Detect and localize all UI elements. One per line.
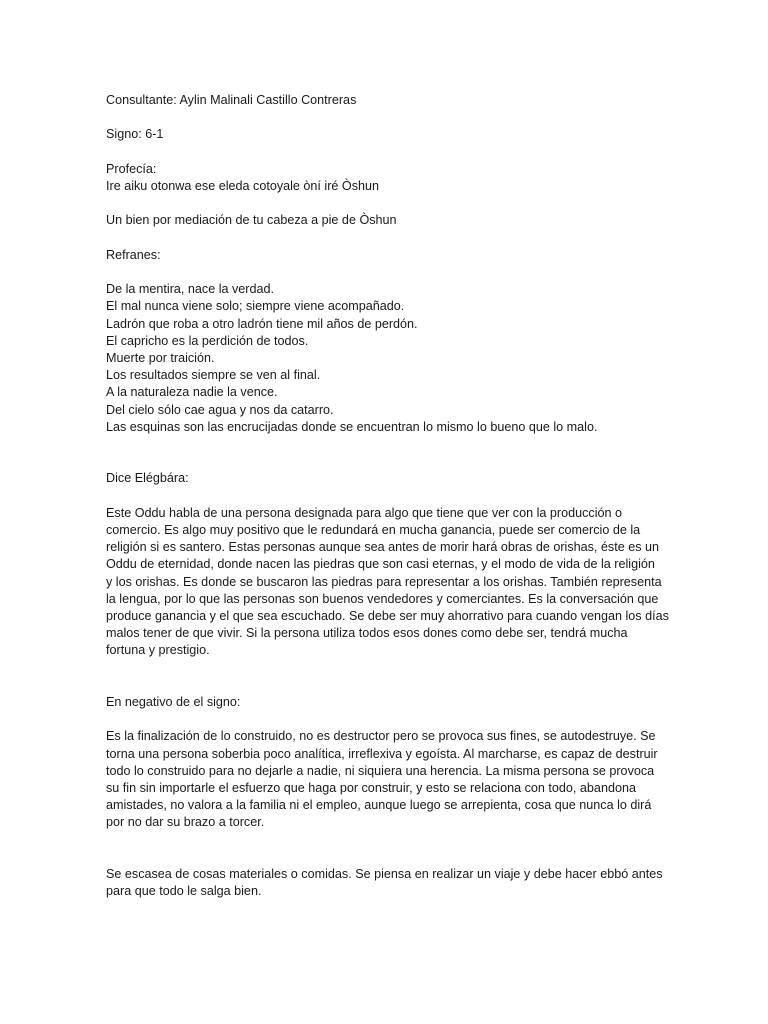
escasea-paragraph: [106, 866, 666, 900]
negativo-label: En negativo de el signo:: [106, 694, 241, 709]
profecia-section: [106, 161, 666, 195]
negativo-line: Es la finalización de lo construido, no es destructor pero se provoca sus fines, se autodestruye. Se: [106, 729, 656, 744]
dice-line: comercio. Es algo muy positivo que le redundará en mucha ganancia, puede ser comercio de la: [106, 522, 641, 537]
dice-label: Dice Elégbára:: [106, 471, 189, 486]
negativo-heading: [106, 694, 666, 711]
refran-item: Las esquinas son las encrucijadas donde se encuentran lo mismo lo bueno que lo malo.: [106, 419, 598, 434]
bien-text: Un bien por mediación de tu cabeza a pie de Òshun: [106, 213, 397, 228]
dice-line: religión si es santero. Estas personas aunque sea antes de morir hará obras de orishas, éste es un: [106, 540, 660, 555]
signo-line: [106, 126, 666, 143]
negativo-line: torna una persona soberbia poco analítica, irreflexiva y egoísta. Al marcharse, es capaz de destruir: [106, 746, 658, 761]
dice-line: Oddu de eternidad, donde nacen las piedras que son casi eternas, y el modo de vida de la religión: [106, 557, 655, 572]
refran-item: El mal nunca viene solo; siempre viene acompañado.: [106, 299, 405, 314]
profecia-text: Ire aiku otonwa ese eleda cotoyale òní iré Òshun: [106, 178, 380, 193]
negativo-line: todo lo construido para no dejarle a nadie, ni siquiera una herencia. La misma persona se provoca: [106, 763, 655, 778]
escasea-line: Se escasea de cosas materiales o comidas. Se piensa en realizar un viaje y debe hacer ebbó antes: [106, 866, 663, 881]
dice-line: y los orishas. Es donde se buscaron las piedras para representar a los orishas. También representa: [106, 574, 662, 589]
refran-item: Del cielo sólo cae agua y nos da catarro.: [106, 402, 334, 417]
refranes-heading: [106, 247, 666, 264]
dice-paragraph: [106, 505, 669, 660]
bien-line: [106, 212, 666, 229]
refran-item: Los resultados siempre se ven al final.: [106, 368, 321, 383]
negativo-line: amistades, no valora a la familia ni el empleo, aunque luego se arrepienta, cosa que nunca lo dirá: [106, 798, 652, 813]
refran-item: Muerte por traición.: [106, 350, 215, 365]
refran-item: El capricho es la perdición de todos.: [106, 333, 309, 348]
dice-line: produce ganancia y el que sea escuchado. Se debe ser muy ahorrativo para cuando vengan los días: [106, 608, 669, 623]
refranes-list: [106, 281, 666, 436]
refranes-label: Refranes:: [106, 247, 161, 262]
refran-item: De la mentira, nace la verdad.: [106, 282, 275, 297]
negativo-paragraph: [106, 728, 666, 831]
document-page: [106, 92, 669, 918]
negativo-line: su fin sin importarle el esfuerzo que haga por construir, y esto se relaciona con todo, abandona: [106, 780, 636, 795]
dice-line: la lengua, por lo que las personas son buenos vendedores y comerciantes. Es la conversación que: [106, 591, 659, 606]
consultant-text: Consultante: Aylin Malinali Castillo Contreras: [106, 93, 357, 107]
refran-item: A la naturaleza nadie la vence.: [106, 385, 278, 400]
dice-line: fortuna y prestigio.: [106, 643, 210, 658]
refran-item: Ladrón que roba a otro ladrón tiene mil años de perdón.: [106, 316, 418, 331]
dice-line: Este Oddu habla de una persona designada para algo que tiene que ver con la producción o: [106, 505, 623, 520]
signo-text: Signo: 6-1: [106, 127, 164, 142]
profecia-label: Profecía:: [106, 161, 157, 176]
dice-line: malos tener de que vivir. Si la persona utiliza todos esos dones como debe ser, tendrá mucha: [106, 626, 628, 641]
escasea-line: para que todo le salga bien.: [106, 884, 262, 899]
consultant-line: [106, 92, 666, 109]
dice-heading: [106, 470, 666, 487]
negativo-line: por no dar su brazo a torcer.: [106, 815, 265, 830]
